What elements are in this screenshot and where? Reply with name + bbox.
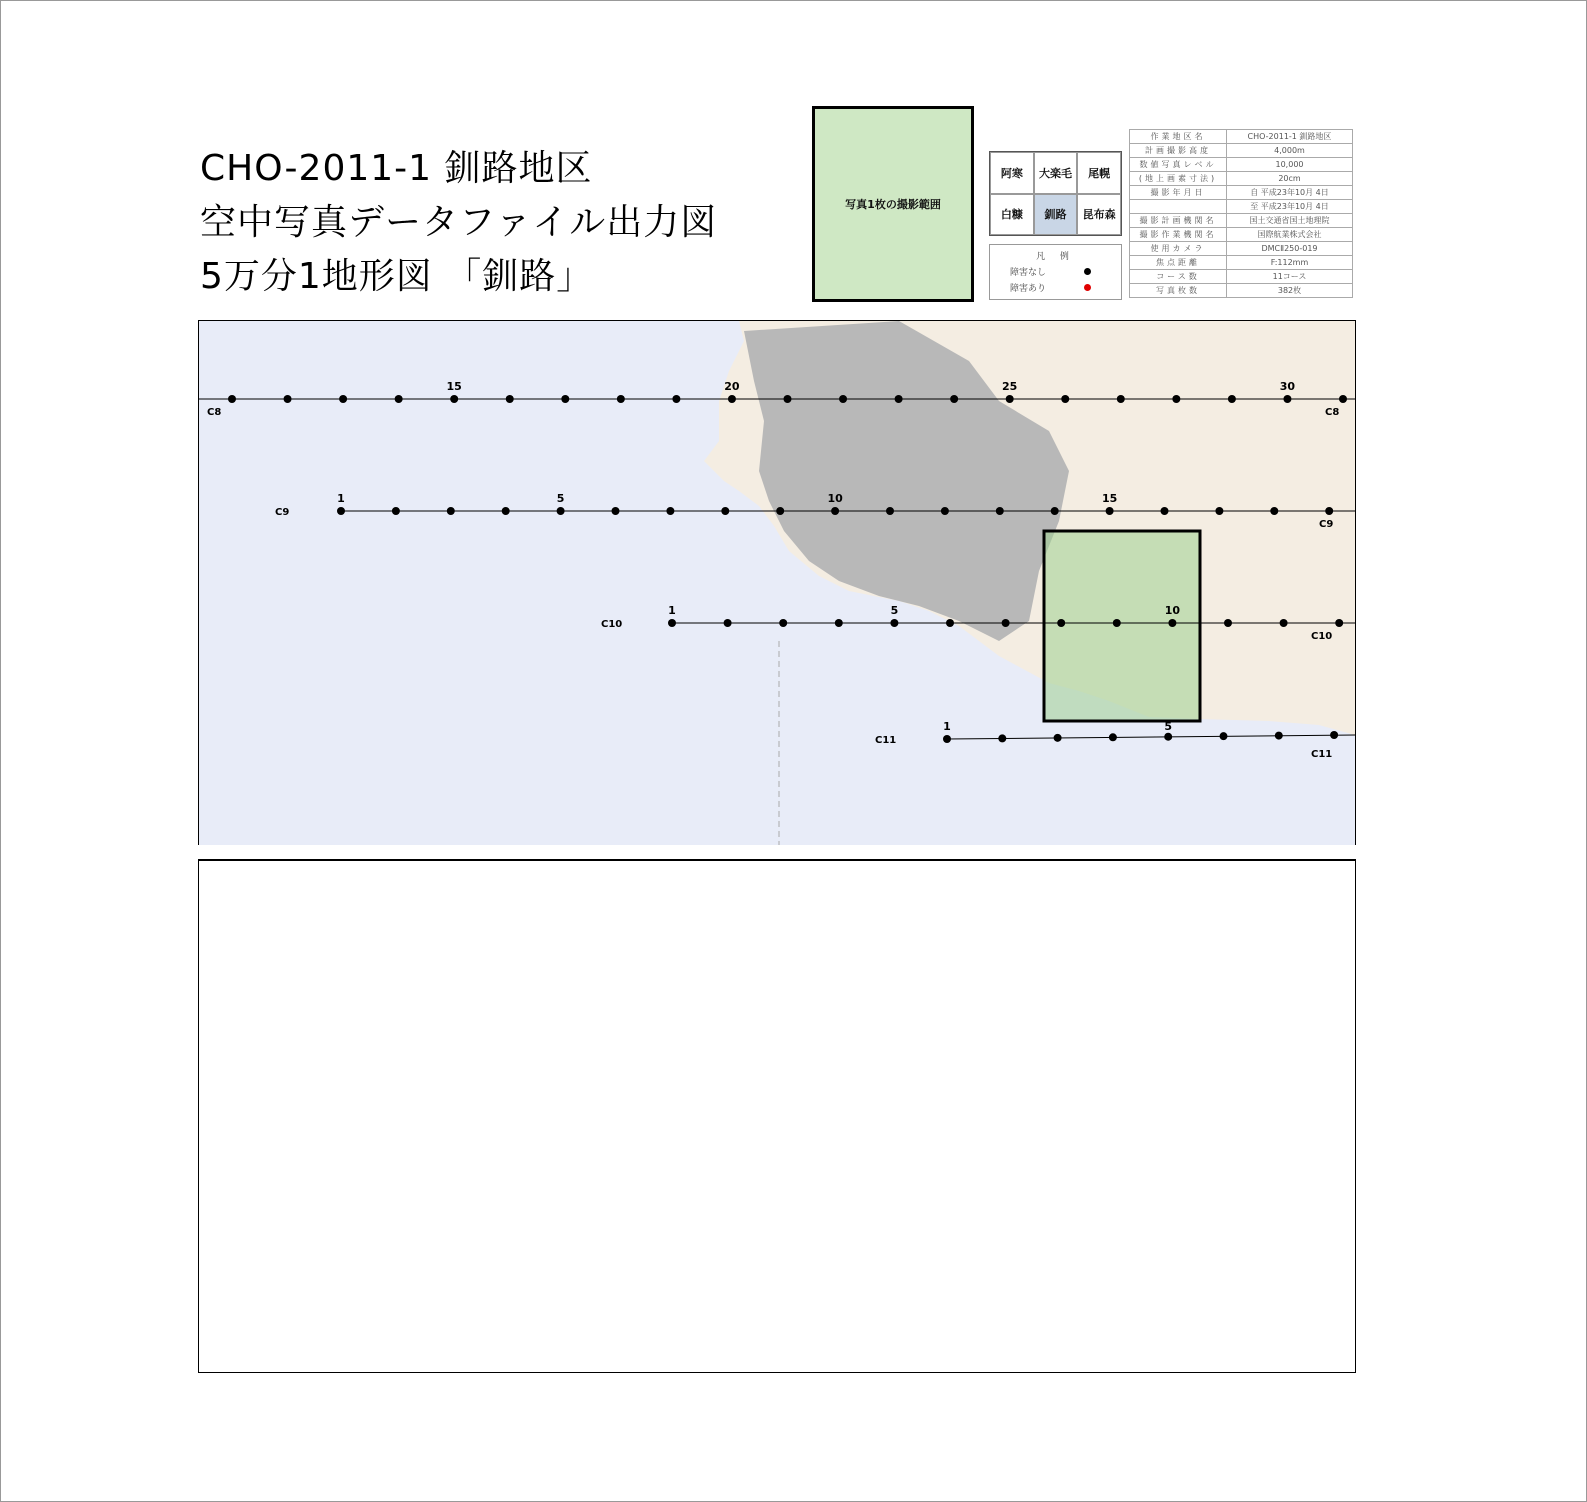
lower-panel [198,859,1356,1373]
exposure-point [450,395,458,403]
exposure-point [506,395,514,403]
point-number-label: 15 [1101,492,1118,505]
info-row [1130,130,1353,144]
info-value: 11コース [1227,270,1353,284]
info-value: 4,000m [1227,144,1353,158]
title-line-3: 5万分1地形図 「釧路」 [200,256,594,297]
course-name-end: C8 [1325,407,1340,418]
exposure-point [950,395,958,403]
exposure-point [831,507,839,515]
info-row [1130,172,1353,186]
point-number-label: 15 [446,380,462,393]
course-name-end: C9 [1319,519,1334,530]
info-row [1130,200,1353,214]
info-row [1130,186,1353,200]
point-ok-icon [1084,268,1091,275]
exposure-point [895,395,903,403]
title-line-2: 空中写真データファイル出力図 [200,202,718,243]
info-row [1130,158,1353,172]
info-row [1130,270,1353,284]
info-value: 自 平成23年10月 4日 [1227,186,1353,200]
index-cell-akan[interactable]: 阿寒 [990,152,1034,194]
info-value: 10,000 [1227,158,1353,172]
index-cell-oboro[interactable]: 尾幌 [1077,152,1121,194]
exposure-point [728,395,736,403]
photo-extent-highlight [1044,531,1200,721]
exposure-point [886,507,894,515]
legend [989,244,1122,300]
exposure-point [284,395,292,403]
exposure-point [1057,619,1065,627]
info-key: 計画撮影高度 [1130,144,1227,158]
exposure-point [1161,507,1169,515]
info-value: 国際航業株式会社 [1227,228,1353,242]
exposure-point [839,395,847,403]
index-cell-kushiro[interactable]: 釧路 [1034,194,1078,236]
info-key: コース数 [1130,270,1227,284]
exposure-point [941,507,949,515]
point-error-icon [1084,284,1091,291]
info-key: (地上画素寸法) [1130,172,1227,186]
legend-title: 凡 例 [1036,252,1075,262]
title-block [200,142,717,304]
exposure-point [946,619,954,627]
point-number-label: 10 [1164,604,1181,617]
exposure-point [776,507,784,515]
exposure-point [1168,619,1176,627]
exposure-point [1280,619,1288,627]
info-value: 20cm [1227,172,1353,186]
course-name-start: C8 [207,407,222,418]
exposure-point [1220,732,1228,740]
exposure-point [1061,395,1069,403]
exposure-point [672,395,680,403]
exposure-point [395,395,403,403]
exposure-point [1106,507,1114,515]
point-number-label: 1 [337,492,345,505]
course-name-start: C11 [875,735,897,746]
exposure-point [392,507,400,515]
info-value: 国土交通省国土地理院 [1227,214,1353,228]
info-key: 撮影作業機関名 [1130,228,1227,242]
point-number-label: 20 [724,380,740,393]
info-row [1130,214,1353,228]
info-value: 至 平成23年10月 4日 [1227,200,1353,214]
point-number-label: 1 [668,604,676,617]
exposure-point [1117,395,1125,403]
exposure-point [228,395,236,403]
exposure-point [998,734,1006,742]
info-row [1130,284,1353,298]
info-value: CHO-2011-1 釧路地区 [1227,130,1353,144]
exposure-point [1164,733,1172,741]
index-cell-otanoshike[interactable]: 大楽毛 [1034,152,1078,194]
course-name-start: C9 [275,507,290,518]
info-key: 焦点距離 [1130,256,1227,270]
point-number-label: 10 [827,492,843,505]
index-map-grid [989,151,1122,236]
exposure-point [1054,734,1062,742]
course-name-start: C10 [601,619,623,630]
info-key: 作業地区名 [1130,130,1227,144]
course-name-end: C11 [1311,749,1333,760]
exposure-point [724,619,732,627]
exposure-point [1275,732,1283,740]
point-number-label: 5 [556,492,565,505]
legend-item [1010,265,1121,278]
exposure-point [666,507,674,515]
exposure-point [890,619,898,627]
info-row [1130,256,1353,270]
exposure-point [561,395,569,403]
exposure-point [1109,733,1117,741]
title-line-1: CHO-2011-1 釧路地区 [200,148,593,189]
exposure-point [1215,507,1223,515]
info-key: 撮影計画機関名 [1130,214,1227,228]
info-key: 撮影年月日 [1130,186,1227,200]
info-row [1130,228,1353,242]
exposure-point [1325,507,1333,515]
exposure-point [1006,395,1014,403]
exposure-point [1228,395,1236,403]
point-number-label: 5 [890,604,899,617]
exposure-point [943,735,951,743]
legend-label: 障害あり [1010,284,1047,294]
exposure-point [1051,507,1059,515]
point-number-label: 25 [1002,380,1018,393]
exposure-point [1270,507,1278,515]
course-name-end: C10 [1311,631,1333,642]
exposure-point [779,619,787,627]
exposure-point [1172,395,1180,403]
point-number-label: 5 [1164,720,1173,733]
point-number-label: 30 [1279,380,1296,393]
exposure-point [1330,731,1338,739]
exposure-point [557,507,565,515]
legend-label: 障害なし [1010,268,1047,278]
exposure-point [447,507,455,515]
exposure-point [502,507,510,515]
info-value: DMCⅡ250-019 [1227,242,1353,256]
index-cell-konbumori[interactable]: 昆布森 [1077,194,1121,236]
info-table [1129,129,1353,298]
exposure-point [1335,619,1343,627]
flight-map [199,321,1355,845]
info-key: 写真枚数 [1130,284,1227,298]
exposure-point [612,507,620,515]
exposure-point [784,395,792,403]
info-value: F:112mm [1227,256,1353,270]
point-number-label: 1 [943,720,951,733]
photo-extent-box [812,106,974,302]
exposure-point [1113,619,1121,627]
info-value: 382枚 [1227,284,1353,298]
exposure-point [1224,619,1232,627]
exposure-point [668,619,676,627]
info-key: 数値写真レベル [1130,158,1227,172]
info-key [1130,200,1227,214]
exposure-point [339,395,347,403]
info-key: 使用カメラ [1130,242,1227,256]
legend-item [1010,281,1121,294]
info-row [1130,144,1353,158]
map-area[interactable] [198,320,1356,845]
exposure-point [1339,395,1347,403]
photo-extent-label: 写真1枚の撮影範囲 [845,198,941,211]
exposure-point [617,395,625,403]
exposure-point [337,507,345,515]
exposure-point [1283,395,1291,403]
exposure-point [996,507,1004,515]
exposure-point [1002,619,1010,627]
index-cell-shiranuka[interactable]: 白糠 [990,194,1034,236]
exposure-point [721,507,729,515]
exposure-point [835,619,843,627]
info-row [1130,242,1353,256]
